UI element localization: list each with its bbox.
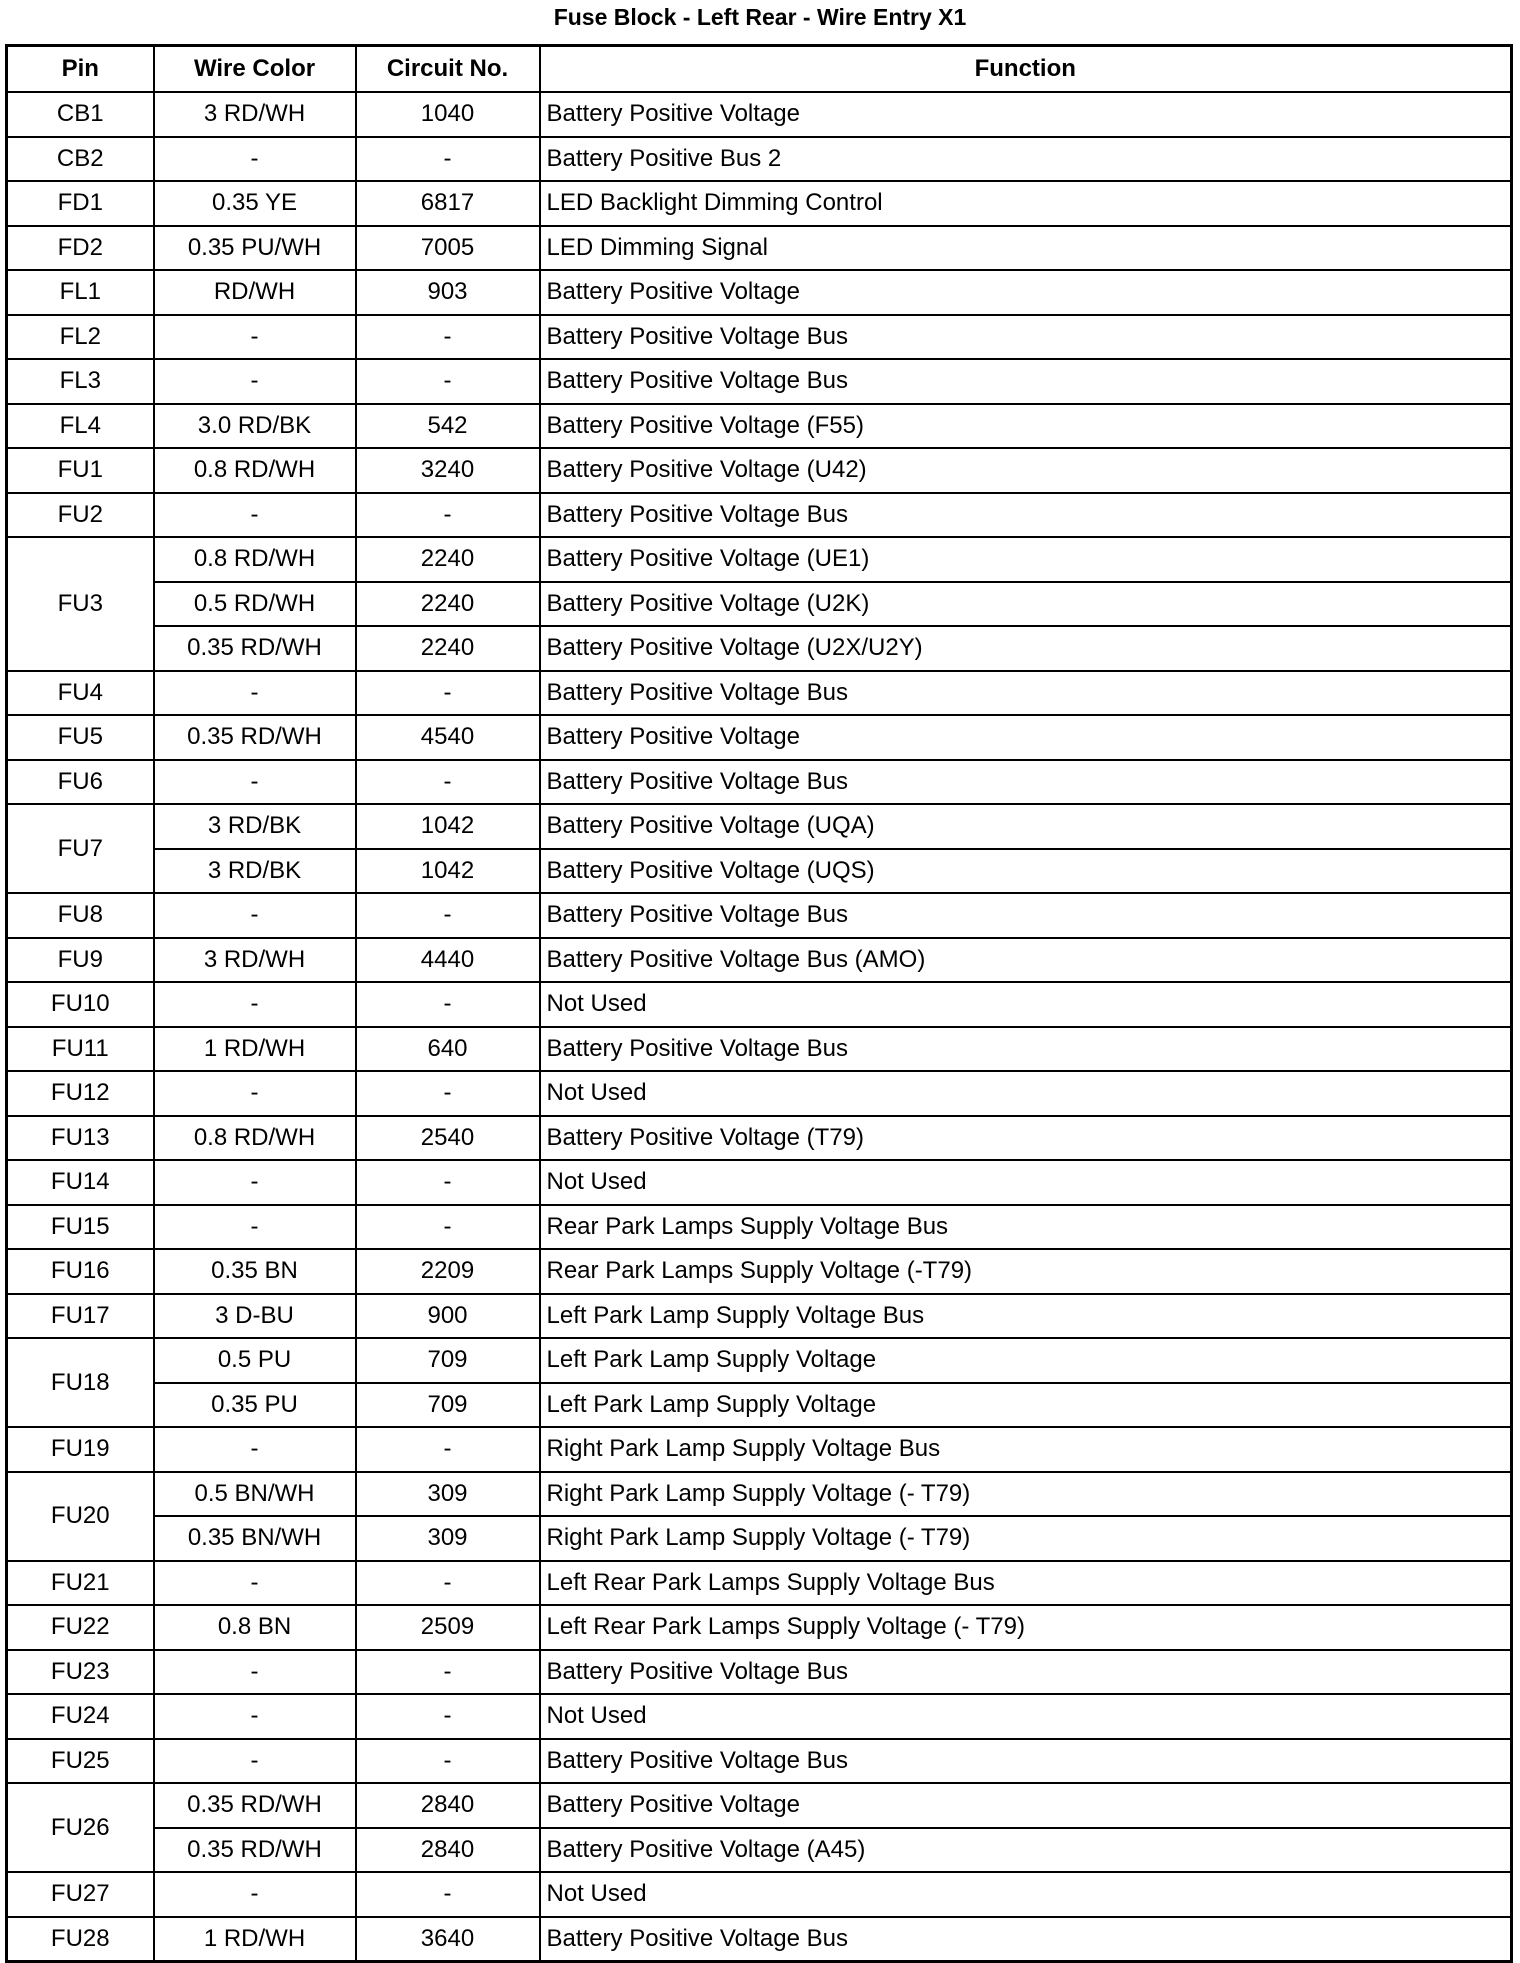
function-cell: Not Used: [540, 1071, 1512, 1116]
pin-cell: FU16: [7, 1249, 154, 1294]
table-row: [7, 270, 1512, 315]
circuit-cell: 309: [356, 1472, 540, 1517]
wire-color-cell: 0.35 RD/WH: [154, 626, 356, 671]
pin-cell: FU13: [7, 1116, 154, 1161]
circuit-cell: 2209: [356, 1249, 540, 1294]
wire-color-cell: 0.35 RD/WH: [154, 1828, 356, 1873]
function-cell: Not Used: [540, 982, 1512, 1027]
table-body: [7, 92, 1512, 1962]
table-row: [7, 1071, 1512, 1116]
pin-cell: FL4: [7, 404, 154, 449]
pin-cell: FU26: [7, 1783, 154, 1872]
function-cell: Battery Positive Voltage Bus: [540, 1917, 1512, 1962]
wire-color-cell: -: [154, 671, 356, 716]
function-cell: Battery Positive Voltage Bus: [540, 1027, 1512, 1072]
table-row: [7, 1872, 1512, 1917]
wire-color-cell: 0.35 BN: [154, 1249, 356, 1294]
function-cell: Battery Positive Voltage Bus: [540, 1650, 1512, 1695]
table-row: [7, 1205, 1512, 1250]
pin-cell: FU14: [7, 1160, 154, 1205]
wire-color-cell: -: [154, 1872, 356, 1917]
pin-cell: FU25: [7, 1739, 154, 1784]
pin-cell: FU20: [7, 1472, 154, 1561]
wire-color-cell: -: [154, 1694, 356, 1739]
pin-cell: FU8: [7, 893, 154, 938]
function-cell: Battery Positive Voltage Bus: [540, 359, 1512, 404]
circuit-cell: -: [356, 1872, 540, 1917]
function-cell: Battery Positive Bus 2: [540, 137, 1512, 182]
pin-cell: FU12: [7, 1071, 154, 1116]
pin-cell: CB1: [7, 92, 154, 137]
table-row: [7, 181, 1512, 226]
function-cell: Not Used: [540, 1694, 1512, 1739]
function-cell: Rear Park Lamps Supply Voltage Bus: [540, 1205, 1512, 1250]
function-cell: Battery Positive Voltage Bus: [540, 671, 1512, 716]
pin-cell: FU6: [7, 760, 154, 805]
circuit-cell: 2840: [356, 1783, 540, 1828]
pin-cell: CB2: [7, 137, 154, 182]
function-cell: Rear Park Lamps Supply Voltage (-T79): [540, 1249, 1512, 1294]
pin-cell: FU28: [7, 1917, 154, 1962]
wire-color-cell: 1 RD/WH: [154, 1917, 356, 1962]
table-row: [7, 1338, 1512, 1383]
circuit-cell: 1042: [356, 804, 540, 849]
column-header-pin: Pin: [7, 46, 154, 93]
table-row: [7, 938, 1512, 983]
function-cell: Battery Positive Voltage (UQA): [540, 804, 1512, 849]
table-row: [7, 982, 1512, 1027]
table-row: [7, 1472, 1512, 1517]
pin-cell: FU19: [7, 1427, 154, 1472]
column-header-wire-color: Wire Color: [154, 46, 356, 93]
wire-color-cell: -: [154, 1561, 356, 1606]
pin-cell: FL3: [7, 359, 154, 404]
function-cell: Battery Positive Voltage: [540, 715, 1512, 760]
pin-cell: FD1: [7, 181, 154, 226]
pin-cell: FU10: [7, 982, 154, 1027]
table-row: [7, 1917, 1512, 1962]
circuit-cell: 640: [356, 1027, 540, 1072]
circuit-cell: 2240: [356, 582, 540, 627]
function-cell: Battery Positive Voltage (A45): [540, 1828, 1512, 1873]
wire-color-cell: 0.35 PU/WH: [154, 226, 356, 271]
pinout-table: [5, 44, 1513, 1963]
pin-cell: FU23: [7, 1650, 154, 1695]
table-row: [7, 582, 1512, 627]
pin-cell: FU17: [7, 1294, 154, 1339]
table-row: [7, 1383, 1512, 1428]
wire-color-cell: 0.5 PU: [154, 1338, 356, 1383]
function-cell: Battery Positive Voltage: [540, 270, 1512, 315]
function-cell: Left Park Lamp Supply Voltage Bus: [540, 1294, 1512, 1339]
circuit-cell: -: [356, 1160, 540, 1205]
wire-color-cell: -: [154, 1650, 356, 1695]
function-cell: Battery Positive Voltage: [540, 92, 1512, 137]
table-row: [7, 1605, 1512, 1650]
column-header-circuit: Circuit No.: [356, 46, 540, 93]
pin-cell: FU4: [7, 671, 154, 716]
wire-color-cell: 0.35 BN/WH: [154, 1516, 356, 1561]
page-title: Fuse Block - Left Rear - Wire Entry X1: [553, 4, 967, 30]
function-cell: Battery Positive Voltage (U2K): [540, 582, 1512, 627]
pin-cell: FU7: [7, 804, 154, 893]
table-row: [7, 1650, 1512, 1695]
circuit-cell: 2540: [356, 1116, 540, 1161]
pin-cell: FU5: [7, 715, 154, 760]
circuit-cell: 903: [356, 270, 540, 315]
wire-color-cell: 0.8 BN: [154, 1605, 356, 1650]
table-row: [7, 537, 1512, 582]
circuit-cell: -: [356, 359, 540, 404]
circuit-cell: 709: [356, 1383, 540, 1428]
table-row: [7, 671, 1512, 716]
circuit-cell: 6817: [356, 181, 540, 226]
table-row: [7, 404, 1512, 449]
table-row: [7, 1294, 1512, 1339]
wire-color-cell: -: [154, 1071, 356, 1116]
circuit-cell: -: [356, 493, 540, 538]
wire-color-cell: RD/WH: [154, 270, 356, 315]
circuit-cell: 3240: [356, 448, 540, 493]
function-cell: Battery Positive Voltage Bus: [540, 760, 1512, 805]
table-row: [7, 1783, 1512, 1828]
wire-color-cell: -: [154, 982, 356, 1027]
table-row: [7, 448, 1512, 493]
wire-color-cell: 0.8 RD/WH: [154, 537, 356, 582]
pin-cell: FU22: [7, 1605, 154, 1650]
pin-cell: FU21: [7, 1561, 154, 1606]
circuit-cell: -: [356, 315, 540, 360]
function-cell: Not Used: [540, 1160, 1512, 1205]
circuit-cell: -: [356, 137, 540, 182]
circuit-cell: -: [356, 760, 540, 805]
wire-color-cell: 3 RD/BK: [154, 804, 356, 849]
table-row: [7, 359, 1512, 404]
wire-color-cell: 0.5 RD/WH: [154, 582, 356, 627]
pin-cell: FU27: [7, 1872, 154, 1917]
table-header-row: [7, 46, 1512, 93]
function-cell: Battery Positive Voltage (U2X/U2Y): [540, 626, 1512, 671]
function-cell: Right Park Lamp Supply Voltage (- T79): [540, 1472, 1512, 1517]
pin-cell: FU11: [7, 1027, 154, 1072]
wire-color-cell: -: [154, 137, 356, 182]
function-cell: Left Park Lamp Supply Voltage: [540, 1383, 1512, 1428]
pin-cell: FD2: [7, 226, 154, 271]
function-cell: Battery Positive Voltage Bus: [540, 315, 1512, 360]
circuit-cell: 2509: [356, 1605, 540, 1650]
wire-color-cell: 3 RD/WH: [154, 92, 356, 137]
circuit-cell: 309: [356, 1516, 540, 1561]
wire-color-cell: 0.35 RD/WH: [154, 715, 356, 760]
circuit-cell: 2840: [356, 1828, 540, 1873]
table-row: [7, 1116, 1512, 1161]
wire-color-cell: -: [154, 1427, 356, 1472]
circuit-cell: -: [356, 1071, 540, 1116]
table-row: [7, 226, 1512, 271]
wire-color-cell: 3 RD/WH: [154, 938, 356, 983]
pin-cell: FL2: [7, 315, 154, 360]
wire-color-cell: -: [154, 493, 356, 538]
function-cell: Battery Positive Voltage (UQS): [540, 849, 1512, 894]
circuit-cell: 7005: [356, 226, 540, 271]
circuit-cell: 709: [356, 1338, 540, 1383]
table-row: [7, 760, 1512, 805]
pin-cell: FU1: [7, 448, 154, 493]
table-row: [7, 137, 1512, 182]
circuit-cell: -: [356, 982, 540, 1027]
pin-cell: FL1: [7, 270, 154, 315]
wire-color-cell: 0.35 YE: [154, 181, 356, 226]
table-row: [7, 92, 1512, 137]
circuit-cell: 3640: [356, 1917, 540, 1962]
function-cell: LED Backlight Dimming Control: [540, 181, 1512, 226]
wire-color-cell: -: [154, 1160, 356, 1205]
circuit-cell: -: [356, 1739, 540, 1784]
circuit-cell: -: [356, 893, 540, 938]
wire-color-cell: 3.0 RD/BK: [154, 404, 356, 449]
circuit-cell: -: [356, 1427, 540, 1472]
circuit-cell: 1042: [356, 849, 540, 894]
pin-cell: FU3: [7, 537, 154, 671]
pin-cell: FU9: [7, 938, 154, 983]
function-cell: Battery Positive Voltage (UE1): [540, 537, 1512, 582]
function-cell: Left Park Lamp Supply Voltage: [540, 1338, 1512, 1383]
table-row: [7, 715, 1512, 760]
circuit-cell: 4540: [356, 715, 540, 760]
wire-color-cell: -: [154, 893, 356, 938]
wire-color-cell: 1 RD/WH: [154, 1027, 356, 1072]
circuit-cell: 4440: [356, 938, 540, 983]
circuit-cell: -: [356, 1650, 540, 1695]
function-cell: Battery Positive Voltage: [540, 1783, 1512, 1828]
function-cell: Left Rear Park Lamps Supply Voltage Bus: [540, 1561, 1512, 1606]
wire-color-cell: 3 RD/BK: [154, 849, 356, 894]
table-row: [7, 315, 1512, 360]
function-cell: Not Used: [540, 1872, 1512, 1917]
table-row: [7, 626, 1512, 671]
function-cell: Right Park Lamp Supply Voltage (- T79): [540, 1516, 1512, 1561]
table-row: [7, 1249, 1512, 1294]
table-row: [7, 893, 1512, 938]
table-row: [7, 1427, 1512, 1472]
wire-color-cell: -: [154, 315, 356, 360]
circuit-cell: 900: [356, 1294, 540, 1339]
circuit-cell: -: [356, 1694, 540, 1739]
circuit-cell: -: [356, 1561, 540, 1606]
circuit-cell: 2240: [356, 537, 540, 582]
pin-cell: FU24: [7, 1694, 154, 1739]
wire-color-cell: 3 D-BU: [154, 1294, 356, 1339]
wire-color-cell: 0.8 RD/WH: [154, 448, 356, 493]
wire-color-cell: 0.35 RD/WH: [154, 1783, 356, 1828]
column-header-function: Function: [540, 46, 1512, 93]
table-row: [7, 493, 1512, 538]
wire-color-cell: -: [154, 760, 356, 805]
function-cell: LED Dimming Signal: [540, 226, 1512, 271]
wire-color-cell: -: [154, 1205, 356, 1250]
function-cell: Battery Positive Voltage Bus: [540, 493, 1512, 538]
function-cell: Battery Positive Voltage (F55): [540, 404, 1512, 449]
circuit-cell: -: [356, 1205, 540, 1250]
table-row: [7, 849, 1512, 894]
function-cell: Battery Positive Voltage Bus: [540, 893, 1512, 938]
table-row: [7, 1027, 1512, 1072]
pin-cell: FU15: [7, 1205, 154, 1250]
pin-cell: FU18: [7, 1338, 154, 1427]
function-cell: Right Park Lamp Supply Voltage Bus: [540, 1427, 1512, 1472]
circuit-cell: 542: [356, 404, 540, 449]
pin-cell: FU2: [7, 493, 154, 538]
table-row: [7, 1516, 1512, 1561]
table-row: [7, 1739, 1512, 1784]
table-row: [7, 1694, 1512, 1739]
circuit-cell: 1040: [356, 92, 540, 137]
circuit-cell: -: [356, 671, 540, 716]
circuit-cell: 2240: [356, 626, 540, 671]
wire-color-cell: 0.8 RD/WH: [154, 1116, 356, 1161]
function-cell: Battery Positive Voltage (T79): [540, 1116, 1512, 1161]
wire-color-cell: -: [154, 1739, 356, 1784]
function-cell: Left Rear Park Lamps Supply Voltage (- T79): [540, 1605, 1512, 1650]
function-cell: Battery Positive Voltage Bus (AMO): [540, 938, 1512, 983]
table-row: [7, 1160, 1512, 1205]
function-cell: Battery Positive Voltage (U42): [540, 448, 1512, 493]
wire-color-cell: 0.5 BN/WH: [154, 1472, 356, 1517]
table-row: [7, 804, 1512, 849]
table-row: [7, 1828, 1512, 1873]
table-row: [7, 1561, 1512, 1606]
wire-color-cell: -: [154, 359, 356, 404]
function-cell: Battery Positive Voltage Bus: [540, 1739, 1512, 1784]
wire-color-cell: 0.35 PU: [154, 1383, 356, 1428]
